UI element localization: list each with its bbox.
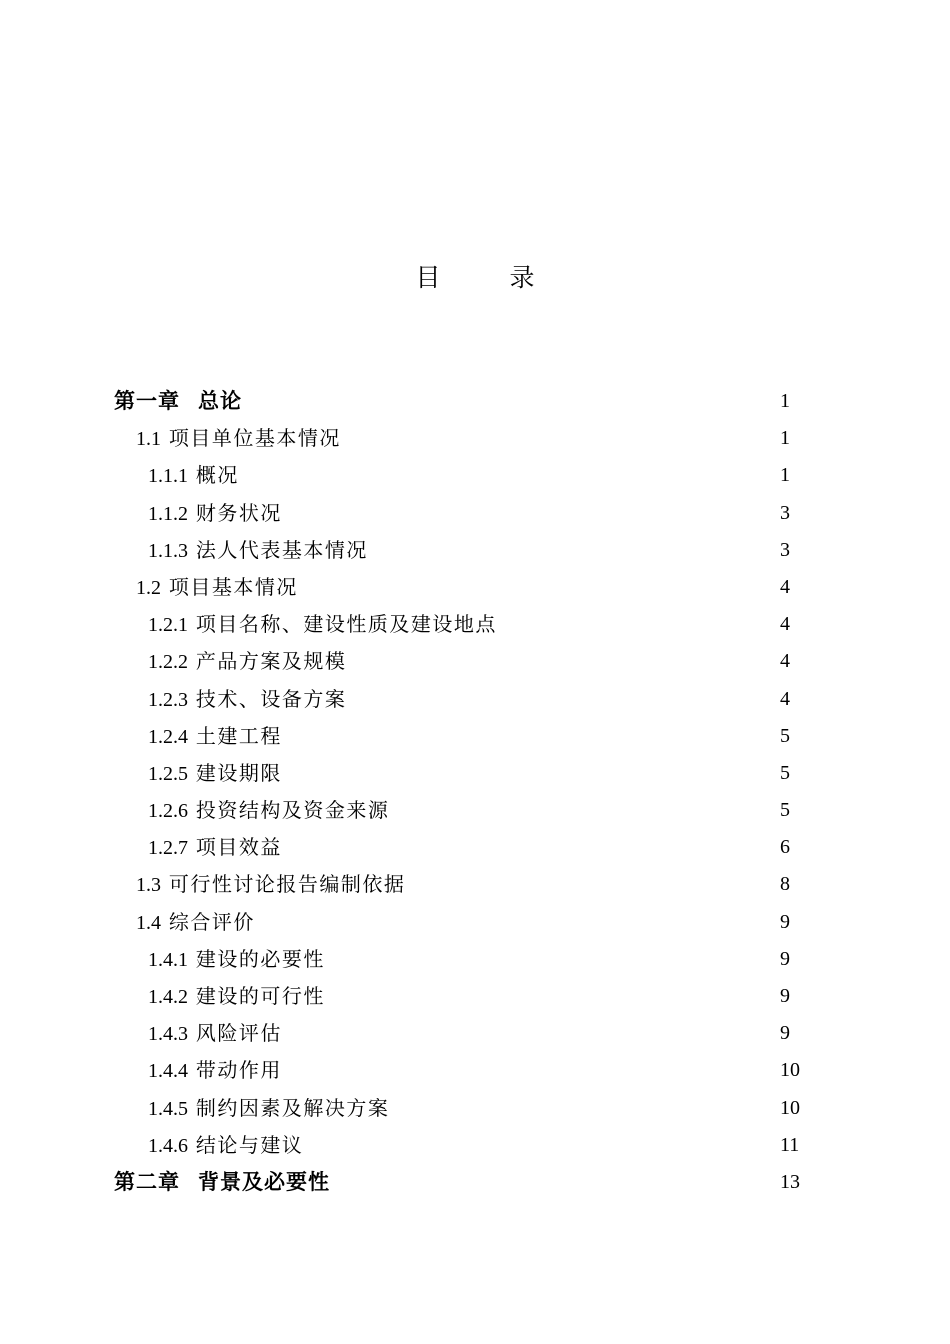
toc-entry[interactable] (0, 643, 950, 680)
toc-entry-number: 1.4.4 (148, 1060, 188, 1083)
toc-entry-page-number: 9 (780, 910, 790, 933)
toc-entry-text: 项目单位基本情况 (168, 426, 341, 451)
toc-entry-label (114, 383, 242, 420)
toc-entry-number: 1.4.3 (148, 1023, 188, 1046)
toc-entry-number: 1.2.1 (148, 614, 188, 637)
toc-entry-number: 1.2.3 (148, 688, 188, 711)
toc-entry-text: 概况 (195, 463, 239, 488)
toc-entry-page-number: 8 (780, 873, 790, 896)
toc-entry-text: 技术、设备方案 (195, 686, 347, 711)
toc-entry-text: 制约因素及解决方案 (195, 1095, 390, 1120)
toc-entry[interactable] (0, 420, 950, 457)
toc-entry-number: 1.4 (136, 911, 161, 934)
toc-entry-text: 风险评估 (195, 1021, 282, 1046)
toc-entry[interactable] (0, 606, 950, 643)
toc-entry-page-number: 5 (780, 799, 790, 822)
toc-entry-text: 综合评价 (168, 909, 255, 934)
toc-entry-number: 1.2.4 (148, 725, 188, 748)
toc-entry-label (148, 495, 282, 533)
toc-entry-text: 建设的必要性 (195, 946, 325, 971)
toc-entry-label (136, 569, 298, 607)
toc-entry-text: 项目名称、建设性质及建设地点 (195, 612, 497, 637)
toc-entry-text: 建设期限 (195, 760, 282, 785)
toc-entry-label (148, 1052, 282, 1090)
toc-entry-page-number: 3 (780, 538, 790, 561)
toc-entry[interactable] (0, 1090, 950, 1127)
toc-entry-page-number: 4 (780, 650, 790, 673)
toc-entry-text: 建设的可行性 (195, 984, 325, 1008)
toc-entry-number: 1.3 (136, 874, 161, 897)
toc-entry-number: 1.1.1 (148, 465, 188, 488)
toc-entry-page-number: 4 (780, 613, 790, 636)
toc-entry-page-number: 11 (780, 1133, 800, 1156)
toc-entry[interactable] (0, 904, 950, 941)
toc-entry[interactable] (0, 792, 950, 829)
toc-entry-text: 背景及必要性 (198, 1169, 330, 1194)
toc-entry-number: 1.2.5 (148, 762, 188, 785)
toc-entry-page-number: 1 (780, 464, 790, 487)
toc-entry-text: 带动作用 (195, 1058, 282, 1083)
toc-entry-page-number: 1 (780, 427, 790, 450)
toc-entry-text: 可行性讨论报告编制依据 (168, 872, 406, 897)
table-of-contents (0, 383, 950, 1201)
toc-entry-number: 1.2 (136, 576, 161, 599)
toc-entry-label (148, 643, 346, 681)
toc-entry[interactable] (0, 941, 950, 978)
toc-entry[interactable] (0, 532, 950, 569)
toc-entry[interactable] (0, 495, 950, 532)
toc-entry[interactable] (0, 383, 950, 420)
toc-entry-page-number: 6 (780, 836, 790, 859)
toc-entry-text: 法人代表基本情况 (195, 537, 368, 562)
toc-entry-number: 1.1.2 (148, 502, 188, 525)
toc-entry[interactable] (0, 1164, 950, 1201)
toc-entry[interactable] (0, 1052, 950, 1089)
toc-entry-page-number: 4 (780, 687, 790, 710)
toc-entry-page-number: 5 (780, 761, 790, 784)
toc-title: 目 录 (415, 263, 557, 292)
toc-entry-number: 1.2.6 (148, 800, 188, 823)
toc-entry[interactable] (0, 569, 950, 606)
toc-entry-text: 财务状况 (195, 500, 282, 525)
toc-entry-label (148, 978, 325, 1016)
toc-entry-label (148, 457, 239, 495)
toc-entry-label (148, 755, 282, 793)
toc-entry-page-number: 10 (780, 1096, 800, 1119)
toc-entry-label (148, 718, 282, 756)
toc-entry-text: 总论 (198, 389, 242, 413)
toc-entry-label (136, 904, 255, 942)
toc-entry-label (148, 681, 346, 719)
toc-entry[interactable] (0, 978, 950, 1015)
toc-entry[interactable] (0, 1015, 950, 1052)
toc-entry-label (148, 532, 368, 570)
toc-entry-label (148, 1015, 282, 1053)
toc-entry-label (136, 866, 405, 904)
toc-entry-label (148, 941, 325, 979)
toc-entry-page-number: 9 (780, 1022, 790, 1045)
toc-entry-number: 第二章 (114, 1169, 180, 1194)
toc-entry-text: 项目效益 (195, 835, 282, 860)
toc-entry[interactable] (0, 755, 950, 792)
toc-entry-page-number: 9 (780, 947, 790, 970)
toc-entry-page-number: 1 (780, 390, 790, 412)
toc-entry-page-number: 10 (780, 1059, 800, 1082)
toc-entry-page-number: 4 (780, 575, 790, 598)
toc-entry-text: 结论与建议 (195, 1132, 304, 1157)
toc-entry-number: 1.1 (136, 428, 161, 451)
toc-entry-label (148, 1127, 303, 1165)
toc-entry-text: 土建工程 (195, 723, 282, 748)
toc-entry-page-number: 13 (780, 1170, 800, 1193)
toc-entry-number: 1.1.3 (148, 539, 188, 562)
toc-entry-page-number: 3 (780, 501, 790, 524)
toc-entry-number: 1.4.5 (148, 1097, 188, 1120)
toc-entry[interactable] (0, 866, 950, 903)
toc-entry-label (114, 1164, 330, 1201)
toc-entry-number: 1.2.7 (148, 837, 188, 860)
toc-entry-number: 1.4.2 (148, 986, 188, 1008)
toc-entry-text: 项目基本情况 (168, 574, 298, 599)
toc-entry-label (136, 420, 341, 458)
toc-entry-text: 投资结构及资金来源 (195, 798, 390, 823)
toc-entry-text: 产品方案及规模 (195, 649, 347, 674)
toc-entry-label (148, 829, 282, 867)
toc-entry-number: 第一章 (114, 389, 180, 413)
toc-entry-number: 1.4.6 (148, 1134, 188, 1157)
toc-entry[interactable] (0, 829, 950, 866)
toc-entry-page-number: 9 (780, 985, 790, 1007)
toc-entry-label (148, 792, 389, 830)
toc-entry-page-number: 5 (780, 724, 790, 747)
toc-entry[interactable] (0, 1127, 950, 1164)
toc-entry-label (148, 606, 497, 644)
toc-entry[interactable] (0, 457, 950, 494)
toc-entry[interactable] (0, 681, 950, 718)
toc-entry-number: 1.2.2 (148, 651, 188, 674)
toc-entry[interactable] (0, 718, 950, 755)
toc-entry-number: 1.4.1 (148, 948, 188, 971)
toc-entry-label (148, 1090, 389, 1128)
